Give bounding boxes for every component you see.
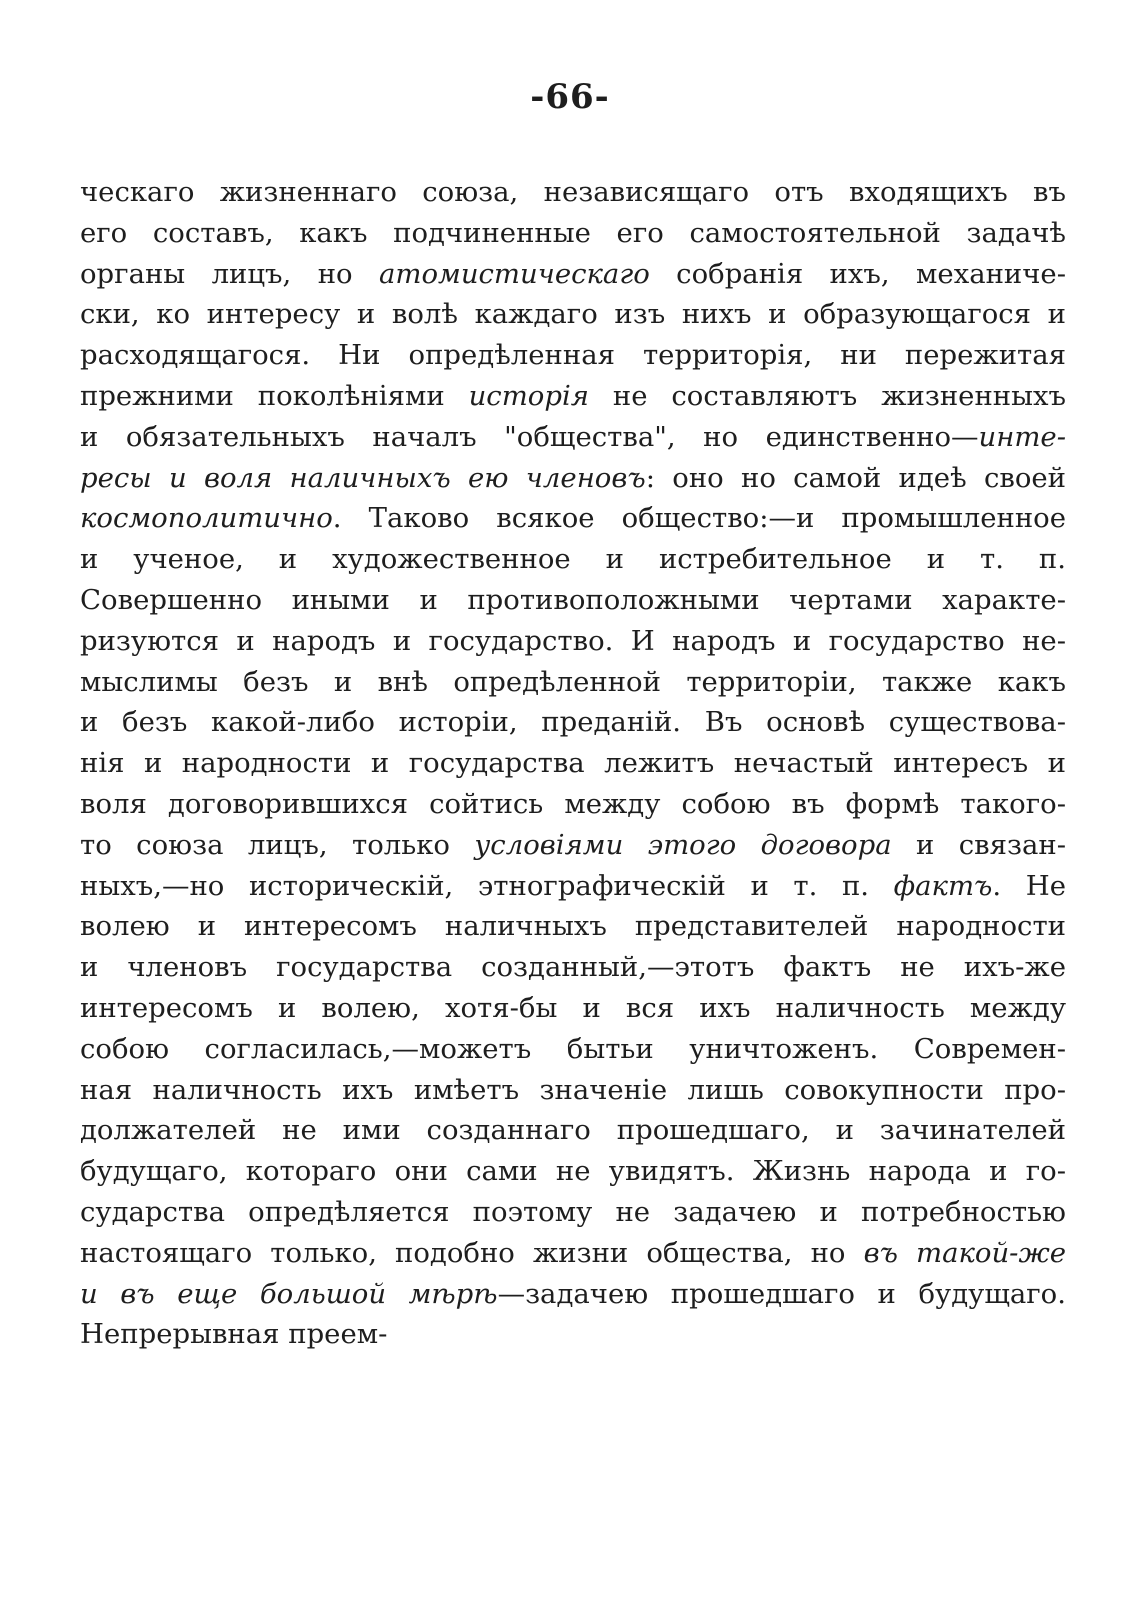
text-line bbox=[80, 702, 1066, 743]
text-line bbox=[80, 947, 1066, 988]
text-line bbox=[80, 784, 1066, 825]
text-line bbox=[80, 1314, 1066, 1355]
text-segment: и членовъ государства созданный,—этотъ фактъ не ихъ-же bbox=[80, 951, 1066, 984]
text-segment: и безъ какой-либо исторіи, преданій. Въ основѣ существова- bbox=[80, 706, 1066, 739]
text-segment: его составъ, какъ подчиненные его самостоятельной задачѣ bbox=[80, 216, 1066, 249]
italic-text: въ такой-же bbox=[863, 1236, 1066, 1269]
text-line bbox=[80, 376, 1066, 417]
text-line bbox=[80, 294, 1066, 335]
text-segment: . Таково всякое общество:—и промышленное bbox=[332, 502, 1066, 535]
text-segment: —задачею прошедшаго и будущаго. bbox=[497, 1277, 1066, 1310]
text-line bbox=[80, 172, 1066, 213]
text-line bbox=[80, 254, 1066, 295]
text-segment: будущаго, котораго они сами не увидятъ. Жизнь народа и го- bbox=[80, 1155, 1066, 1188]
text-segment: ризуются и народъ и государство. И народъ и государство не- bbox=[80, 624, 1066, 657]
text-segment: и ученое, и художественное и истребительное и т. п. bbox=[80, 543, 1066, 576]
italic-text: инте- bbox=[978, 420, 1066, 453]
page-number: -66- bbox=[530, 77, 610, 117]
body-text bbox=[80, 172, 1066, 1355]
text-segment: Непрерывная преем- bbox=[80, 1318, 388, 1351]
text-segment: и связан- bbox=[891, 828, 1066, 861]
text-segment: и обязательныхъ началъ "общества", но единственно— bbox=[80, 420, 979, 453]
text-line bbox=[80, 1233, 1066, 1274]
italic-text: и въ еще большой мѣрѣ bbox=[80, 1277, 498, 1310]
text-segment: то союза лицъ, только bbox=[80, 828, 475, 861]
text-segment: настоящаго только, подобно жизни общества, но bbox=[80, 1236, 864, 1269]
text-line bbox=[80, 417, 1066, 458]
italic-text: фактъ bbox=[893, 869, 993, 902]
text-line bbox=[80, 866, 1066, 907]
text-line bbox=[80, 621, 1066, 662]
text-segment: расходящагося. Ни опредѣленная территорія, ни пережитая bbox=[80, 339, 1066, 372]
text-segment: прежними поколѣніями bbox=[80, 379, 469, 412]
text-line bbox=[80, 743, 1066, 784]
text-segment: : оно но самой идеѣ своей bbox=[645, 461, 1066, 494]
text-segment: интересомъ и волею, хотя-бы и вся ихъ наличность между bbox=[80, 991, 1066, 1024]
text-line bbox=[80, 906, 1066, 947]
text-line bbox=[80, 988, 1066, 1029]
text-segment: не составляютъ жизненныхъ bbox=[588, 379, 1066, 412]
text-segment: собранія ихъ, механиче- bbox=[649, 257, 1067, 290]
italic-text: космополитично bbox=[80, 502, 333, 535]
text-line bbox=[80, 662, 1066, 703]
text-line bbox=[80, 1110, 1066, 1151]
italic-text: атомистическаго bbox=[378, 257, 650, 290]
text-segment: воля договорившихся сойтись между собою въ формѣ такого- bbox=[80, 787, 1066, 820]
italic-text: исторія bbox=[468, 379, 589, 412]
text-line bbox=[80, 580, 1066, 621]
text-segment: ски, ко интересу и волѣ каждаго изъ нихъ и образующагося и bbox=[80, 298, 1066, 331]
text-line bbox=[80, 1192, 1066, 1233]
text-line bbox=[80, 458, 1066, 499]
text-line bbox=[80, 335, 1066, 376]
text-segment: . Не bbox=[992, 869, 1066, 902]
text-line bbox=[80, 539, 1066, 580]
text-segment: органы лицъ, но bbox=[80, 257, 379, 290]
text-line bbox=[80, 1029, 1066, 1070]
text-segment: должателей не ими созданнаго прошедшаго, и зачинателей bbox=[80, 1114, 1066, 1147]
text-line bbox=[80, 498, 1066, 539]
italic-text: условіями этого договора bbox=[474, 828, 892, 861]
text-line bbox=[80, 213, 1066, 254]
text-segment: ческаго жизненнаго союза, независящаго отъ входящихъ въ bbox=[80, 176, 1066, 208]
text-segment: мыслимы безъ и внѣ опредѣленной территоріи, также какъ bbox=[80, 665, 1066, 698]
text-line bbox=[80, 1274, 1066, 1315]
text-segment: нія и народности и государства лежитъ нечастый интересъ и bbox=[80, 747, 1066, 780]
text-line bbox=[80, 1151, 1066, 1192]
text-segment: ная наличность ихъ имѣетъ значеніе лишь совокупности про- bbox=[80, 1073, 1066, 1106]
italic-text: ресы и воля наличныхъ ею членовъ bbox=[80, 461, 646, 494]
text-segment: собою согласилась,—можетъ бытьи уничтоженъ. Современ- bbox=[80, 1032, 1066, 1065]
text-segment: волею и интересомъ наличныхъ представителей народности bbox=[80, 910, 1066, 943]
text-segment: ныхъ,—но историческій, этнографическій и т. п. bbox=[80, 869, 894, 902]
text-segment: Совершенно иными и противоположными чертами характе- bbox=[80, 583, 1066, 616]
text-line bbox=[80, 1070, 1066, 1111]
text-segment: сударства опредѣляется поэтому не задачею и потребностью bbox=[80, 1195, 1066, 1228]
text-line bbox=[80, 825, 1066, 866]
